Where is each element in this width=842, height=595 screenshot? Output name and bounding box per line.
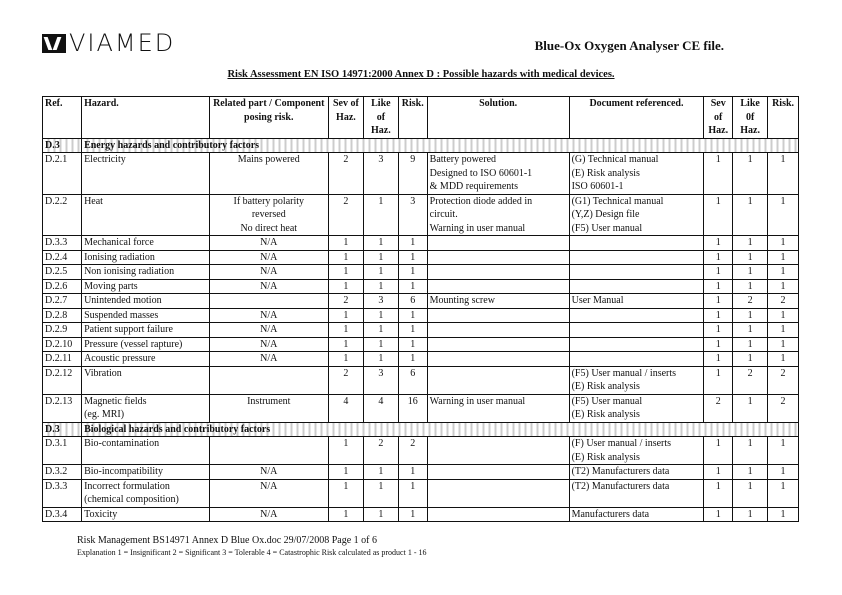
table-cell: 3 [398, 194, 427, 236]
col-risk: Risk. [398, 97, 427, 139]
table-cell: 2 [733, 294, 768, 309]
table-cell: 2 [768, 294, 799, 309]
table-cell: 1 [328, 465, 363, 480]
table-cell [209, 294, 328, 309]
table-cell: 1 [328, 437, 363, 465]
table-cell: 1 [704, 279, 733, 294]
table-cell: D.3.3 [43, 479, 82, 507]
table-cell [569, 352, 704, 367]
table-cell: Suspended masses [82, 308, 210, 323]
table-cell: N/A [209, 479, 328, 507]
table-cell: D.2.10 [43, 337, 82, 352]
table-cell [209, 366, 328, 394]
table-cell: 1 [363, 308, 398, 323]
table-row [43, 294, 799, 309]
table-cell: 1 [768, 279, 799, 294]
table-row [43, 352, 799, 367]
table-row [43, 323, 799, 338]
table-cell: D.2.4 [43, 250, 82, 265]
table-cell: (F) User manual / inserts (E) Risk analysis [569, 437, 704, 465]
table-cell: 2 [363, 437, 398, 465]
table-cell: 1 [328, 337, 363, 352]
table-cell: (G1) Technical manual (Y,Z) Design file (F5) User manual [569, 194, 704, 236]
table-cell: 1 [733, 465, 768, 480]
table-cell: (F5) User manual (E) Risk analysis [569, 394, 704, 422]
table-cell: Incorrect formulation (chemical composition) [82, 479, 210, 507]
table-cell: 1 [733, 194, 768, 236]
table-cell: Unintended motion [82, 294, 210, 309]
table-cell: D.2.2 [43, 194, 82, 236]
table-cell: 1 [398, 308, 427, 323]
table-cell: D.2.11 [43, 352, 82, 367]
table-cell: 1 [733, 479, 768, 507]
table-cell: D.2.7 [43, 294, 82, 309]
table-cell: 2 [328, 194, 363, 236]
table-cell: 1 [704, 479, 733, 507]
table-cell: Warning in user manual [427, 394, 569, 422]
table-cell: 2 [328, 294, 363, 309]
table-cell: 1 [398, 352, 427, 367]
section-header-row [43, 422, 799, 437]
table-cell: 1 [704, 507, 733, 522]
table-cell: Bio-contamination [82, 437, 210, 465]
table-cell: N/A [209, 507, 328, 522]
table-row [43, 153, 799, 195]
table-cell: D.2.1 [43, 153, 82, 195]
table-cell: Toxicity [82, 507, 210, 522]
table-cell: D.2.5 [43, 265, 82, 280]
table-cell: If battery polarity reversed No direct heat [209, 194, 328, 236]
col-hazard: Hazard. [82, 97, 210, 139]
table-cell: 1 [768, 507, 799, 522]
section-header-row [43, 138, 799, 153]
table-cell [427, 236, 569, 251]
section-title: Energy hazards and contributory factors [82, 138, 799, 153]
table-cell [427, 437, 569, 465]
table-cell: 1 [363, 507, 398, 522]
table-cell: 1 [328, 352, 363, 367]
table-row [43, 366, 799, 394]
table-cell: 2 [328, 153, 363, 195]
table-cell [427, 337, 569, 352]
table-cell: 6 [398, 366, 427, 394]
table-cell: 1 [704, 366, 733, 394]
table-cell: 1 [363, 479, 398, 507]
table-row [43, 437, 799, 465]
table-cell: 1 [768, 337, 799, 352]
page-footer: Risk Management BS14971 Annex D Blue Ox.doc 29/07/2008 Page 1 of 6 [77, 535, 377, 546]
table-cell: D.3.3 [43, 236, 82, 251]
viamed-logo [42, 29, 176, 57]
table-cell: 1 [733, 394, 768, 422]
col-related-part: Related part / Component posing risk. [209, 97, 328, 139]
table-cell: 1 [363, 236, 398, 251]
table-cell: 1 [328, 250, 363, 265]
table-cell: 1 [733, 352, 768, 367]
table-cell: 1 [704, 437, 733, 465]
table-cell: 1 [398, 265, 427, 280]
table-cell: 1 [363, 279, 398, 294]
table-row [43, 236, 799, 251]
table-cell: 1 [733, 337, 768, 352]
page-subtitle: Risk Assessment EN ISO 14971:2000 Annex D : Possible hazards with medical devices. [227, 69, 615, 80]
col-sev: Sev of Haz. [328, 97, 363, 139]
table-cell: 1 [328, 308, 363, 323]
table-cell: Mains powered [209, 153, 328, 195]
table-cell: 1 [704, 323, 733, 338]
table-cell [427, 479, 569, 507]
table-cell: Magnetic fields (eg. MRI) [82, 394, 210, 422]
table-cell: 1 [328, 323, 363, 338]
table-cell: Electricity [82, 153, 210, 195]
table-cell: Protection diode added in circuit. Warning in user manual [427, 194, 569, 236]
table-cell: 2 [733, 366, 768, 394]
table-cell: D.3.2 [43, 465, 82, 480]
table-cell: 2 [328, 366, 363, 394]
table-cell: 1 [363, 265, 398, 280]
table-cell: N/A [209, 265, 328, 280]
table-cell: D.3.4 [43, 507, 82, 522]
table-cell: 16 [398, 394, 427, 422]
table-cell [427, 250, 569, 265]
table-cell: 1 [733, 507, 768, 522]
table-cell: 1 [363, 465, 398, 480]
table-cell: Manufacturers data [569, 507, 704, 522]
table-cell: 4 [363, 394, 398, 422]
table-cell: 1 [768, 308, 799, 323]
col-like: Like of Haz. [363, 97, 398, 139]
logo-text: VIAMED [69, 29, 176, 57]
table-cell: N/A [209, 352, 328, 367]
table-cell [427, 323, 569, 338]
table-cell: 1 [704, 250, 733, 265]
table-cell: 1 [733, 279, 768, 294]
section-ref: D.3 [43, 138, 82, 153]
table-cell: 1 [768, 437, 799, 465]
table-cell: 1 [363, 323, 398, 338]
table-row [43, 250, 799, 265]
table-row [43, 507, 799, 522]
table-cell: 1 [768, 265, 799, 280]
table-cell: Acoustic pressure [82, 352, 210, 367]
table-cell: 1 [768, 323, 799, 338]
table-cell [427, 265, 569, 280]
table-header-row [43, 97, 799, 139]
table-cell: Mechanical force [82, 236, 210, 251]
explanation-note: Explanation 1 = Insignificant 2 = Significant 3 = Tolerable 4 = Catastrophic Risk calculated as product 1 - 16 [77, 548, 427, 557]
table-cell: 1 [704, 194, 733, 236]
table-row [43, 279, 799, 294]
table-cell: 1 [328, 279, 363, 294]
table-cell: 1 [733, 236, 768, 251]
table-cell: N/A [209, 236, 328, 251]
table-cell: Instrument [209, 394, 328, 422]
table-cell: 1 [398, 279, 427, 294]
table-cell [427, 465, 569, 480]
table-row [43, 465, 799, 480]
table-cell: 1 [398, 465, 427, 480]
table-cell: Vibration [82, 366, 210, 394]
table-cell: 1 [704, 294, 733, 309]
table-cell: N/A [209, 308, 328, 323]
table-cell: 1 [704, 265, 733, 280]
table-cell: Patient support failure [82, 323, 210, 338]
table-cell: 1 [328, 507, 363, 522]
table-cell: 1 [768, 465, 799, 480]
table-cell: 1 [768, 236, 799, 251]
table-cell: 6 [398, 294, 427, 309]
table-cell: 1 [398, 236, 427, 251]
col-document: Document referenced. [569, 97, 704, 139]
table-cell: D.2.8 [43, 308, 82, 323]
table-cell [427, 279, 569, 294]
table-row [43, 308, 799, 323]
table-cell: 1 [328, 479, 363, 507]
table-cell: N/A [209, 323, 328, 338]
table-cell [569, 308, 704, 323]
table-cell: 1 [733, 308, 768, 323]
table-cell: 3 [363, 294, 398, 309]
table-cell: 1 [704, 308, 733, 323]
table-cell [427, 308, 569, 323]
table-cell [569, 337, 704, 352]
table-cell [569, 236, 704, 251]
table-cell: 1 [363, 250, 398, 265]
table-cell: 1 [768, 479, 799, 507]
table-cell: 1 [733, 265, 768, 280]
table-cell: 9 [398, 153, 427, 195]
risk-table [42, 96, 799, 522]
table-cell: 1 [768, 352, 799, 367]
table-cell: D.2.6 [43, 279, 82, 294]
table-cell: 2 [704, 394, 733, 422]
section-title: Biological hazards and contributory factors [82, 422, 799, 437]
table-cell [427, 352, 569, 367]
col-solution: Solution. [427, 97, 569, 139]
col-sev-after: Sev of Haz. [704, 97, 733, 139]
table-cell: 1 [704, 337, 733, 352]
table-cell: Heat [82, 194, 210, 236]
table-cell: Moving parts [82, 279, 210, 294]
table-cell: 1 [363, 337, 398, 352]
table-cell: N/A [209, 250, 328, 265]
table-cell: 1 [398, 250, 427, 265]
table-cell: User Manual [569, 294, 704, 309]
table-cell: (G) Technical manual (E) Risk analysis ISO 60601-1 [569, 153, 704, 195]
table-cell: D.2.13 [43, 394, 82, 422]
table-cell: 1 [398, 337, 427, 352]
table-cell: Bio-incompatibility [82, 465, 210, 480]
table-cell [427, 366, 569, 394]
table-cell: 1 [398, 479, 427, 507]
document-title: Blue-Ox Oxygen Analyser CE file. [534, 38, 724, 53]
table-cell: 1 [363, 194, 398, 236]
table-cell: Ionising radiation [82, 250, 210, 265]
col-risk-after: Risk. [768, 97, 799, 139]
table-cell: 2 [768, 394, 799, 422]
table-cell: 1 [733, 153, 768, 195]
table-row [43, 265, 799, 280]
table-cell: D.3.1 [43, 437, 82, 465]
table-cell: 2 [398, 437, 427, 465]
table-cell: 1 [768, 153, 799, 195]
table-cell: 1 [768, 194, 799, 236]
table-cell: 1 [363, 352, 398, 367]
table-cell: 1 [398, 323, 427, 338]
table-cell: Battery powered Designed to ISO 60601-1 & MDD requirements [427, 153, 569, 195]
table-cell: Pressure (vessel rapture) [82, 337, 210, 352]
table-cell: 1 [398, 507, 427, 522]
table-cell [569, 279, 704, 294]
table-cell: (T2) Manufacturers data [569, 465, 704, 480]
table-cell: D.2.12 [43, 366, 82, 394]
table-row [43, 194, 799, 236]
table-cell: 1 [733, 250, 768, 265]
table-cell: 1 [704, 352, 733, 367]
table-row [43, 337, 799, 352]
table-cell: Mounting screw [427, 294, 569, 309]
viamed-logo-icon [42, 34, 66, 53]
col-like-after: Like 0f Haz. [733, 97, 768, 139]
table-cell: 1 [704, 153, 733, 195]
col-ref: Ref. [43, 97, 82, 139]
table-cell: N/A [209, 337, 328, 352]
table-cell: 1 [704, 236, 733, 251]
table-cell: 2 [768, 366, 799, 394]
table-row [43, 394, 799, 422]
table-cell: 1 [733, 323, 768, 338]
table-cell: 1 [733, 437, 768, 465]
table-cell: 1 [704, 465, 733, 480]
table-cell: 1 [768, 250, 799, 265]
table-cell: N/A [209, 279, 328, 294]
section-ref: D.3 [43, 422, 82, 437]
table-cell [569, 250, 704, 265]
table-cell: D.2.9 [43, 323, 82, 338]
table-cell: N/A [209, 465, 328, 480]
table-cell: 3 [363, 366, 398, 394]
table-cell [569, 265, 704, 280]
table-cell: (F5) User manual / inserts (E) Risk analysis [569, 366, 704, 394]
table-cell: Non ionising radiation [82, 265, 210, 280]
table-row [43, 479, 799, 507]
table-cell [427, 507, 569, 522]
table-cell: 1 [328, 265, 363, 280]
table-cell [209, 437, 328, 465]
table-cell: 3 [363, 153, 398, 195]
table-cell: 1 [328, 236, 363, 251]
table-cell: (T2) Manufacturers data [569, 479, 704, 507]
table-cell [569, 323, 704, 338]
table-cell: 4 [328, 394, 363, 422]
